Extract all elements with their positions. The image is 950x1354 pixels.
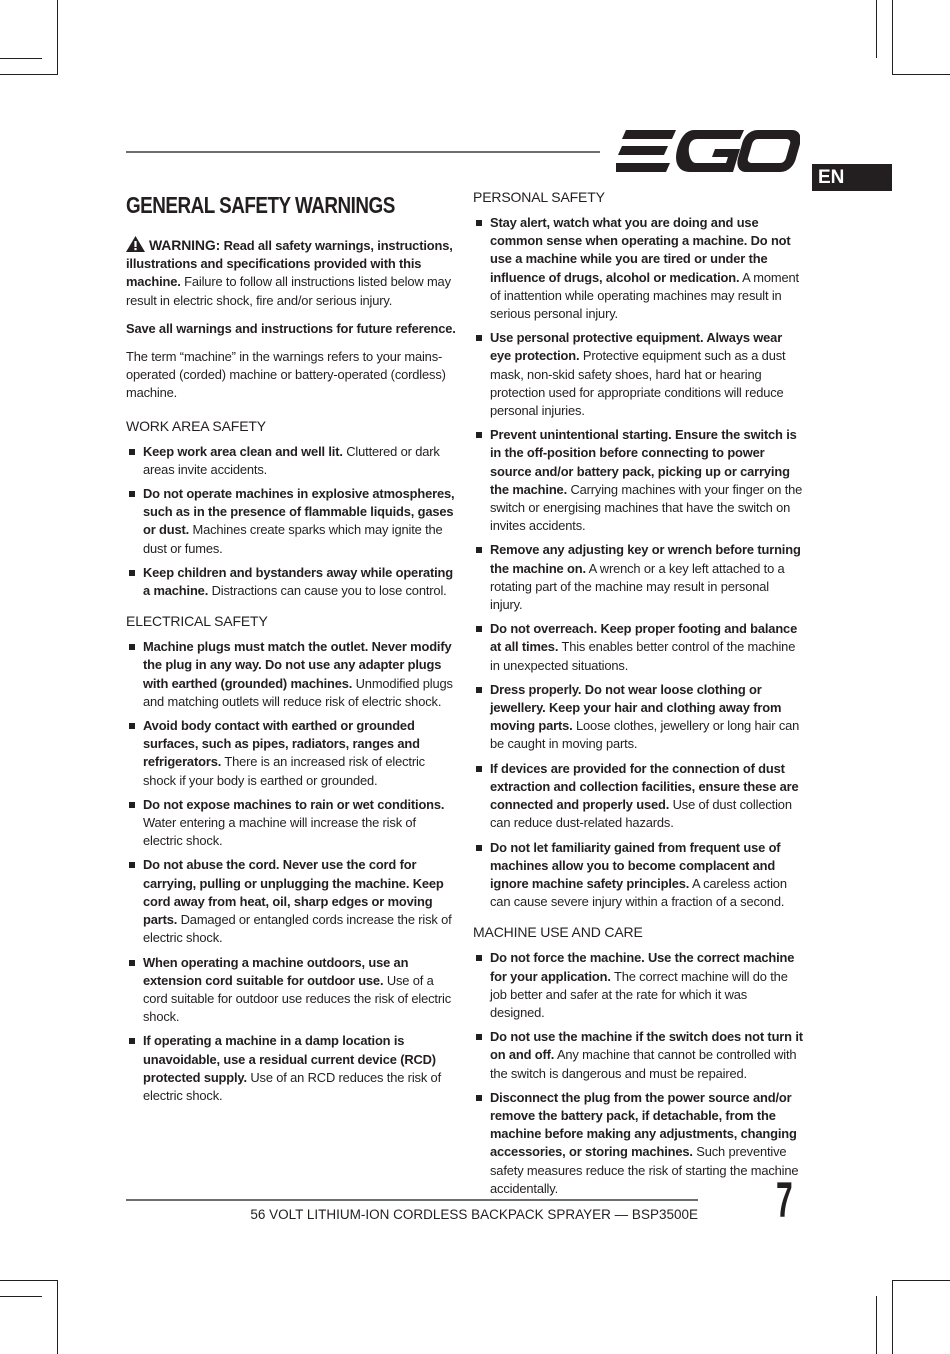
section-heading-electrical: ELECTRICAL SAFETY — [126, 613, 268, 630]
item-text: Such preventive safety measures reduce the risk of starting the machine accidentally. — [490, 1144, 799, 1196]
crop-mark — [892, 1280, 950, 1281]
list-item — [126, 856, 456, 947]
list-item — [473, 949, 803, 1022]
term-note: The term “machine” in the warnings refers to your mains-operated (corded) machine or battery-operated (cordless) machine. — [126, 349, 446, 401]
header-rule — [126, 151, 600, 153]
item-bold: Remove any adjusting key or wrench before turning the machine on. — [490, 542, 801, 576]
list-item — [126, 485, 456, 558]
item-text: There is an increased risk of electric shock if your body is earthed or grounded. — [143, 754, 425, 788]
crop-mark — [876, 0, 877, 58]
crop-mark — [876, 1296, 877, 1354]
item-text: Use of a cord suitable for outdoor use reduces the risk of electric shock. — [143, 972, 451, 1025]
item-text: Use of an RCD reduces the risk of electric shock. — [143, 1069, 442, 1103]
crop-mark — [892, 1280, 893, 1354]
item-bold: Do not force the machine. Use the correct machine for your application. — [490, 950, 795, 984]
list-item — [126, 638, 456, 711]
item-text: The correct machine will do the job better and safer at the rate for which it was designed. — [490, 968, 788, 1020]
section-heading-machine-use: MACHINE USE AND CARE — [473, 924, 643, 941]
right-column — [473, 188, 803, 1210]
left-column — [126, 190, 456, 1117]
section-heading-work-area: WORK AREA SAFETY — [126, 417, 266, 434]
item-bold: Avoid body contact with earthed or grounded surfaces, such as pipes, radiators, ranges and refrigerators. — [143, 718, 420, 770]
warning-triangle-icon — [126, 236, 145, 252]
list-item — [126, 796, 456, 851]
crop-mark — [57, 1280, 58, 1354]
footer-rule — [126, 1199, 698, 1201]
item-text: A wrench or a key left attached to a rotating part of the machine may result in personal injury. — [490, 560, 785, 613]
footer-product-name: 56 VOLT LITHIUM-ION CORDLESS BACKPACK SPRAYER — BSP3500E — [250, 1207, 698, 1222]
list-item — [126, 717, 456, 790]
item-bold: If operating a machine in a damp location is unavoidable, use a residual current device (RCD) protected supply. — [143, 1033, 436, 1085]
item-bold: Use personal protective equipment. Always wear eye protection. — [490, 330, 783, 364]
personal-list — [473, 214, 803, 911]
list-item — [473, 839, 803, 912]
warning-bold: Read all safety warnings, instructions, illustrations and specifications provided with this machine. — [126, 238, 453, 290]
item-text: A careless action can cause severe injury within a fraction of a second. — [490, 875, 787, 910]
crop-mark — [0, 58, 42, 59]
list-item — [473, 760, 803, 833]
work-area-list — [126, 443, 456, 601]
list-item — [473, 329, 803, 420]
item-text: Machines create sparks which may ignite the dust or fumes. — [143, 522, 443, 556]
crop-mark — [0, 1296, 42, 1297]
item-bold: Do not let familiarity gained from frequent use of machines allow you to become complacent and ignore machine safety principles. — [490, 839, 781, 891]
list-item — [473, 541, 803, 614]
electrical-list — [126, 638, 456, 1105]
list-item — [473, 214, 803, 323]
language-tab: EN — [812, 164, 892, 191]
list-item — [126, 954, 456, 1027]
save-note: Save all warnings and instructions for future reference. — [126, 320, 456, 336]
crop-mark — [57, 0, 58, 74]
list-item — [473, 681, 803, 754]
warning-text: Failure to follow all instructions listed below may result in electric shock, fire and/or serious injury. — [126, 274, 451, 308]
list-item — [473, 620, 803, 675]
item-text: Loose clothes, jewellery or long hair can be caught in moving parts. — [490, 718, 800, 752]
item-text: A moment of inattention while operating machines may result in serious personal injury. — [490, 269, 799, 322]
item-bold: Do not overreach. Keep proper footing and balance at all times. — [490, 621, 798, 655]
item-bold: Dress properly. Do not wear loose clothing or jewellery. Keep your hair and clothing away from moving parts. — [490, 681, 782, 734]
item-text: Carrying machines with your finger on the switch or energising machines that have the switch on invites accidents. — [490, 481, 803, 534]
item-bold: Do not expose machines to rain or wet conditions. — [143, 796, 445, 812]
item-text: Damaged or entangled cords increase the risk of electric shock. — [143, 912, 452, 946]
list-item — [126, 1032, 456, 1105]
crop-mark — [892, 74, 950, 75]
warning-paragraph — [126, 236, 456, 310]
item-bold: Do not operate machines in explosive atmospheres, such as in the presence of flammable liquids, gases or dust. — [143, 486, 455, 538]
item-bold: Do not use the machine if the switch does not turn it on and off. — [490, 1029, 803, 1063]
list-item — [126, 443, 456, 479]
item-text: Unmodified plugs and matching outlets will reduce risk of electric shock. — [143, 675, 453, 709]
item-text: Any machine that cannot be controlled with the switch is dangerous and must be repaired. — [490, 1047, 797, 1081]
item-bold: When operating a machine outdoors, use an extension cord suitable for outdoor use. — [143, 954, 409, 988]
crop-mark — [0, 74, 58, 75]
warning-label: WARNING: — [149, 237, 221, 253]
item-bold: Prevent unintentional starting. Ensure the switch is in the off-position before connecting to power source and/or battery pack, picking up or carrying the machine. — [490, 427, 797, 497]
item-text: This enables better control of the machine in unexpected situations. — [490, 639, 796, 673]
item-text: Use of dust collection can reduce dust-related hazards. — [490, 797, 792, 831]
item-bold: Keep work area clean and well lit. — [143, 443, 343, 459]
item-bold: If devices are provided for the connection of dust extraction and collection facilities, ensure these are connected and properly used. — [490, 760, 799, 813]
crop-mark — [892, 0, 893, 74]
page-title: GENERAL SAFETY WARNINGS — [126, 192, 395, 218]
crop-mark — [0, 1280, 58, 1281]
list-item — [473, 1028, 803, 1083]
list-item — [473, 1089, 803, 1198]
list-item — [126, 564, 456, 600]
section-heading-personal: PERSONAL SAFETY — [473, 189, 605, 205]
item-bold: Stay alert, watch what you are doing and use common sense when operating a machine. Do not use a machine while you are tired or under the influence of drugs, alcohol or medication. — [490, 215, 791, 285]
item-text: Cluttered or dark areas invite accidents. — [143, 443, 440, 477]
page-number: 7 — [776, 1172, 793, 1228]
item-bold: Machine plugs must match the outlet. Never modify the plug in any way. Do not use any adapter plugs with earthed (grounded) machines. — [143, 639, 452, 691]
item-bold: Disconnect the plug from the power source and/or remove the battery pack, if detachable, from the machine before making any adjustments, changing accessories, or storing machines. — [490, 1089, 797, 1160]
item-text: Water entering a machine will increase the risk of electric shock. — [143, 815, 416, 849]
ego-logo — [616, 130, 800, 172]
item-text: Protective equipment such as a dust mask, non-skid safety shoes, hard hat or hearing protection used for appropriate conditions will reduce personal injuries. — [490, 348, 786, 419]
machine-use-list — [473, 949, 803, 1198]
item-text: Distractions can cause you to lose control. — [211, 583, 447, 599]
list-item — [473, 426, 803, 535]
item-bold: Do not abuse the cord. Never use the cord for carrying, pulling or unplugging the machine. Keep cord away from heat, oil, sharp edges or moving parts. — [143, 857, 444, 928]
item-bold: Keep children and bystanders away while operating a machine. — [143, 564, 453, 599]
